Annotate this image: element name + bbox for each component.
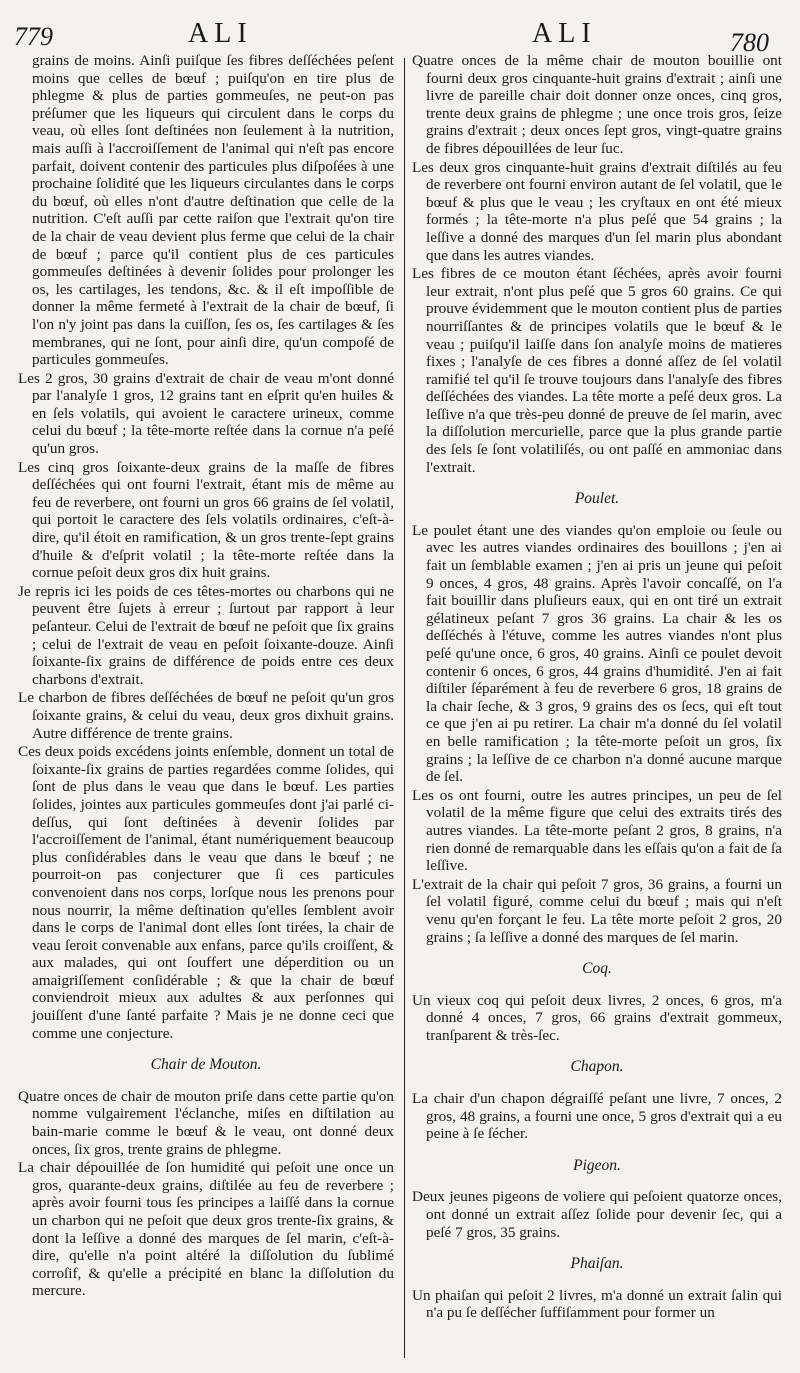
paragraph: Quatre onces de la même chair de mouton bouillie ont fourni deux gros cinquante-huit grains d'extrait ; ainſi une livre de pareille chair doit donner onze onces, cinq gros, trente deux grains de phlegme ; une once trois gros, ſeize grains d'extrait ; deux onces ſept gros, vingt-quatre grains de fibres dépouillées de leur ſuc.: [412, 52, 782, 157]
section-heading-phaisan: Phaiſan.: [570, 1255, 624, 1273]
paragraph: grains de moins. Ainſi puiſque ſes fibres deſſéchées peſent moins que celles de bœuf ; puiſqu'on en tire plus de phlegme & plus de parties gommeuſes, ne peut-on pas préſumer que les liqueurs qui circulent dans le corps du veau, où elles ſont deſtinées non ſeulement à la nutrition, mais auſſi à l'accroiſſement de l'animal qui n'eſt pas encore parfait, doivent contenir des particules plus diſpoſées à une prochaine ſolidité que les liqueurs circulantes dans le corps du bœuf, où elles n'ont d'autre deſtination que celle de la nutrition. C'eſt auſſi par cette raiſon que l'extrait qu'on tire de la chair de veau devient plus ferme que celui de la chair de bœuf ; parce qu'il contient plus de ces particules gommeuſes deſtinées à devenir ſolides pour prolonger les os, les cartilages, les tendons, &c. & il eſt impoſſible de donner la même fermeté à l'extrait de la chair de bœuf, ſi l'on n'y joint pas dans la cuiſſon, ſes os, ſes cartilages & ſes membranes, qui ne ſont, pour ainſi dire, qu'un compoſé de particules gommeuſes.: [32, 52, 394, 369]
running-header: [0, 14, 800, 57]
column-divider: [404, 58, 405, 1358]
paragraph: Les fibres de ce mouton étant ſéchées, après avoir fourni leur extrait, n'ont plus peſé que 5 gros 60 grains. Ce qui prouve évidemment que le mouton contient plus de parties nourriſſantes & de principes volatils que le bœuf & le veau ; puiſqu'il laiſſe dans ſon analyſe moins de matieres fixes ; l'analyſe de ces fibres a donné aſſez de ſel volatil ramifié tel qu'il ſe trouve toujours dans l'analyſe des fibres deſſéchées des viandes. La tête morte a peſé deux gros. La leſſive n'a que très-peu donné de preuve de ſel marin, avec la diſſolution mercurielle, parce que la plus grande partie des ſels ſe ſont volatiliſés, ou ont paſſé en ammoniac dans l'extrait.: [412, 265, 782, 476]
page-number-left: 779: [14, 22, 53, 51]
section-heading-chapon: Chapon.: [570, 1058, 624, 1076]
right-column: [412, 52, 782, 1323]
section-heading-coq: Coq.: [582, 960, 612, 978]
left-column: [18, 52, 394, 1301]
running-title-left: ALI: [188, 18, 253, 49]
page-number-right: 780: [730, 28, 769, 57]
paragraph: Le charbon de fibres deſſéchées de bœuf ne peſoit qu'un gros ſoixante grains, & celui du veau, deux gros dixhuit grains. Autre différence de trente grains.: [18, 689, 394, 742]
paragraph: Les deux gros cinquante-huit grains d'extrait diſtilés au feu de reverbere ont fourni environ autant de ſel volatil, que le bœuf & plus que le veau ; les cryſtaux en ont été mieux formés ; la tête-morte n'a plus peſé que 54 grains ; la leſſive a donné des marques d'un ſel marin plus abondant que dans les autres viandes.: [412, 158, 782, 264]
paragraph: Un vieux coq qui peſoit deux livres, 2 onces, 6 gros, m'a donné 4 onces, 7 gros, 66 grains d'extrait gommeux, tranſparent & très-ſec.: [412, 991, 782, 1044]
section-heading-poulet: Poulet.: [574, 490, 620, 508]
paragraph: Les os ont fourni, outre les autres principes, un peu de ſel volatil de la même figure que celui des extraits tirés des autres viandes. La tête-morte peſant 2 gros, 8 grains, n'a rien donné de remarquable dans les eſſais qu'on a fait de ſa leſſive.: [412, 786, 782, 875]
paragraph: L'extrait de la chair qui peſoit 7 gros, 36 grains, a fourni un ſel volatil figuré, comme celui du bœuf ; mais qui n'eſt venu qu'en forçant le feu. La tête morte peſoit 2 gros, 20 grains ; ſa leſſive a donné des marques de ſel marin.: [412, 875, 782, 946]
paragraph: La chair d'un chapon dégraiſſé peſant une livre, 7 onces, 2 gros, 48 grains, a fourni une once, 5 gros d'extrait qui a eu peine à ſe ſécher.: [412, 1090, 782, 1143]
paragraph: Quatre onces de chair de mouton priſe dans cette partie qu'on nomme vulgairement l'éclanche, miſes en diſtilation au bain-marie comme le bœuf & le veau, ont donné deux onces, ſix gros, trente grains de phlegme.: [18, 1087, 394, 1158]
paragraph: Un phaiſan qui peſoit 2 livres, m'a donné un extrait ſalin qui n'a pu ſe deſſécher ſuffiſamment pour former un: [412, 1286, 782, 1322]
paragraph: Le poulet étant une des viandes qu'on emploie ou ſeule ou avec les autres viandes ordinaires des bouillons ; j'en ai fait un ſemblable examen ; j'en ai pris un jeune qui peſoit 9 onces, 4 gros, 48 grains. Après l'avoir concaſſé, on l'a fait bouillir dans pluſieurs eaux, qui en ont tiré un extrait gélatineux peſant 7 gros 36 grains. La chair & les os deſſéchés à l'étuve, comme les autres viandes n'ont plus peſé qu'une once, 6 gros, 40 grains. Ainſi ce poulet devoit contenir 6 onces, 6 gros, 44 grains d'humidité. J'en ai fait diſtiler ſéparément à feu de reverbere 6 gros, 18 grains de la chair ſeche, & 3 gros, 9 grains des os ſecs, qui eſt tout ce que j'en ai pu retirer. La chair m'a donné du ſel volatil en belle ramification ; la tête-morte peſoit un gros, ſix grains ; la leſſive de ce charbon n'a donné aucune marque de ſel.: [412, 521, 782, 786]
paragraph: Je repris ici les poids de ces têtes-mortes ou charbons qui ne peuvent être ſujets à erreur ; ſurtout par rapport à leur peſanteur. Celui de l'extrait de bœuf ne peſoit que ſix grains ; celui de l'extrait de veau en peſoit ſoixante-douze. Ainſi ſoixante-ſix grains de différence de poids entre ces deux charbons d'extrait.: [18, 582, 394, 688]
paragraph: Ces deux poids excédens joints enſemble, donnent un total de ſoixante-ſix grains de parties regardées comme ſolides, qui ſont de plus dans le veau que dans le bœuf. Les parties ſolides, jointes aux particules gommeuſes dont j'ai parlé ci-deſſus, qui ſont deſtinées à devenir ſolides par l'accroiſſement de l'animal, étant numériquement beaucoup plus conſidérables dans le veau que dans le bœuf ; ne pourroit-on pas conjecturer que ſi ces particules convenoient dans nos corps, lorſque nous les prenons pour nous nourrir, la même deſtination qu'elles ſemblent avoir dans le corps de l'animal dont elles ſont tirées, la chair de veau ſeroit convenable aux enfans, parce qu'ils croiſſent, & aux malades, qui ont ſouffert une déperdition ou un amaigriſſement conſidérable ; & que la chair de bœuf conviendroit mieux aux adultes & aux perſonnes qui jouiſſent d'une ſanté parfaite ? Mais je ne donne ceci que comme une conjecture.: [18, 743, 394, 1042]
paragraph: Les 2 gros, 30 grains d'extrait de chair de veau m'ont donné par l'analyſe 1 gros, 12 grains tant en eſprit qu'en huiles & en ſels volatils, qui avoient le caractere urineux, comme celui du bœuf ; la tête-morte reſtée dans la cornue n'a peſé qu'un gros.: [18, 369, 394, 458]
paragraph: Les cinq gros ſoixante-deux grains de la maſſe de fibres deſſéchées qui ont fourni l'extrait, étant mis de même au feu de reverbere, ont fourni un gros 66 grains de ſel volatil, qui portoit le caractere des ſels volatils ordinaires, c'eſt-à-dire, qu'il étoit en ramification, & un gros trente-ſept grains d'huile & d'eſprit volatil ; la tête-morte reſtée dans la cornue peſoit deux gros dix huit grains.: [18, 458, 394, 582]
section-heading-pigeon: Pigeon.: [573, 1156, 621, 1174]
running-title-right: ALI: [532, 18, 597, 49]
paragraph: La chair dépouillée de ſon humidité qui peſoit une once un gros, quarante-deux grains, diſtilée au feu de reverbere ; après avoir fourni tous ſes principes a laiſſé dans la cornue un charbon qui ne peſoit que deux gros trente-ſix grains, & dont la leſſive a donné des marques de ſel marin, c'eſt-à-dire, qu'elle n'a point altéré la diſſolution du ſublimé corroſif, & qu'elle a précipité en blanc la diſſolution du mercure.: [18, 1159, 394, 1300]
paragraph: Deux jeunes pigeons de voliere qui peſoient quatorze onces, ont donné un extrait aſſez ſolide pour devenir ſec, qui a peſé 7 gros, 35 grains.: [412, 1188, 782, 1241]
section-heading-mouton: Chair de Mouton.: [150, 1056, 262, 1074]
